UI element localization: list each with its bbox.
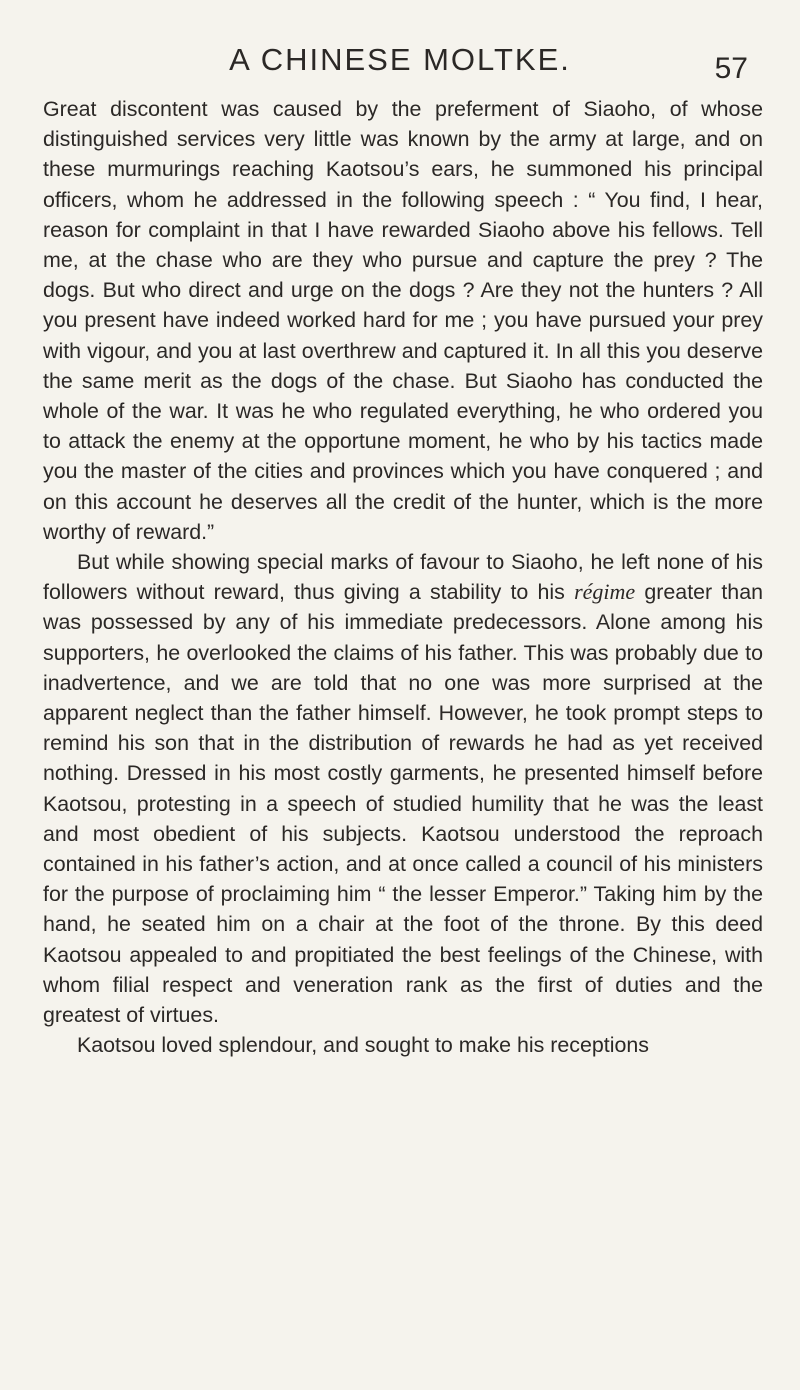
paragraph-2-part-2: greater than was possessed by any of his immediate predecessors. Alone among his supporters, he overlooked the claims of his father. This was probably due to inadvertence, and we are told that no one was more surprised at the apparent neglect than the father himself. However, he took prompt steps to remind his son that in the distribution of rewards he had as yet received nothing. Dressed in his most costly garments, he presented himself before Kaotsou, protesting in a speech of studied humility that he was the least and most obedient of his subjects. Kaotsou understood the reproach contained in his father’s action, and at once called a council of his ministers for the purpose of proclaiming him “ the lesser Emperor.” Taking him by the hand, he seated him on a chair at the foot of the throne. By this deed Kaotsou appealed to and propitiated the best feelings of the Chinese, with whom filial respect and veneration rank as the first of duties and the greatest of virtues. (43, 580, 763, 1028)
running-head (0, 42, 800, 85)
paragraph-3: Kaotsou loved splendour, and sought to make his receptions (77, 1033, 649, 1058)
page-number: 57 (714, 52, 748, 85)
body-text (43, 94, 763, 1061)
paragraph-2 (43, 547, 763, 1030)
paragraph-1: Great discontent was caused by the preferment of Siaoho, of whose distinguished services very little was known by the army at large, and on these murmurings reaching Kaotsou’s ears, he summoned his principal officers, whom he addressed in the following speech : “ You find, I hear, reason for complaint in that I have rewarded Siaoho above his fellows. Tell me, at the chase who are they who pursue and capture the prey ? The dogs. But who direct and urge on the dogs ? Are they not the hunters ? All you present have indeed worked hard for me ; you have pursued your prey with vigour, and you at last overthrew and captured it. In all this you deserve the same merit as the dogs of the chase. But Siaoho has conducted the whole of the war. It was he who regulated everything, he who ordered you to attack the enemy at the opportune moment, he who by his tactics made you the master of the cities and provinces which you have conquered ; and on this account he deserves all the credit of the hunter, which is the more worthy of reward.” (43, 97, 763, 544)
running-title: A CHINESE MOLTKE. (229, 42, 571, 77)
paragraph-2-part-1: But while showing special marks of favour to Siaoho, he left none of his followers without reward, thus giving a stability to his (43, 550, 763, 605)
italic-word-regime: régime (574, 579, 636, 605)
